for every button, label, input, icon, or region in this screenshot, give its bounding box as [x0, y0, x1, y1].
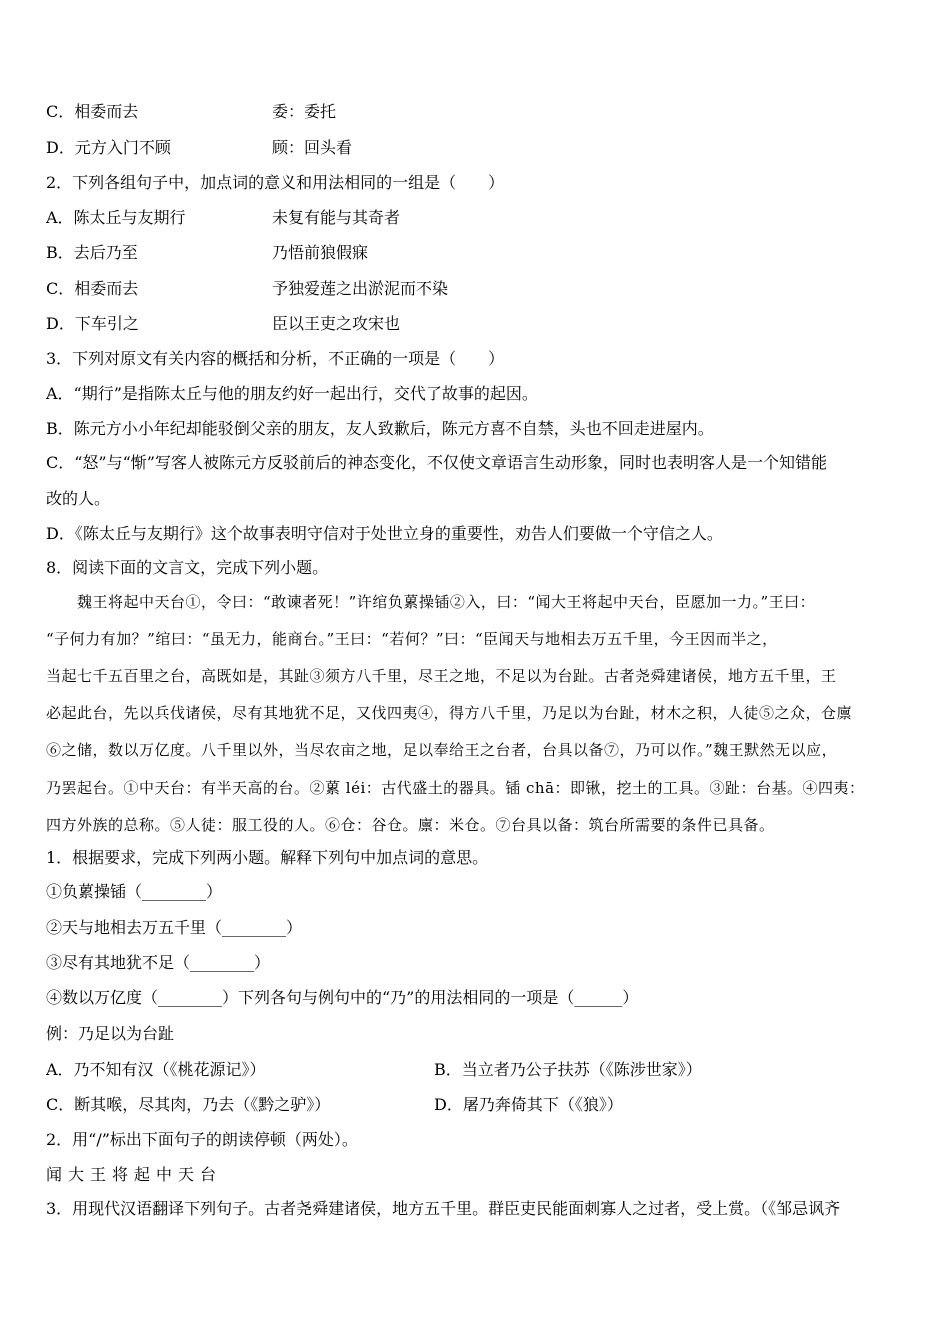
sub-question: ③尽有其地犹不足（________） [46, 953, 271, 972]
answer-option: C．“怒”与“惭”写客人被陈元方反驳前后的神态变化，不仅使文章语言生动形象，同时也表明客人是一个知错能 [46, 453, 827, 472]
option-text: D．屠乃奔倚其下（《狼》） [434, 1095, 623, 1114]
reading-sentence: 闻大王将起中天台 [46, 1165, 223, 1184]
option-line [46, 1060, 904, 1080]
option-explanation: 顾：回头看 [272, 138, 353, 157]
passage-line: 当起七千五百里之台，高既如是，其趾③须方八千里，尽王之地，不足以为台趾。古者尧舜建诸侯，地方五千里，王 [46, 667, 837, 685]
answer-option: A．“期行”是指陈太丘与他的朋友约好一起出行，交代了故事的起因。 [46, 384, 538, 403]
option-compare: 未复有能与其奇者 [272, 208, 401, 227]
question-line: 3．下列对原文有关内容的概括和分析，不正确的一项是（ ） [46, 349, 505, 368]
option-line [46, 314, 904, 334]
passage-line: 四方外族的总称。⑤人徒：服工役的人。⑥仓：谷仓。廪：米仓。⑦台具以备：筑台所需要的条件已具备。 [46, 816, 775, 834]
option-compare: 乃悟前狼假寐 [272, 243, 369, 262]
option-text: A．乃不知有汉（《桃花源记》） [46, 1060, 266, 1079]
option-text: D．下车引之 [46, 314, 139, 333]
passage-line: 乃罢起台。①中天台：有半天高的台。②蔂 léi：古代盛土的器具。锸 chā：即锹，挖土的工具。③趾：台基。④四夷： [46, 779, 865, 797]
answer-option-continued: 改的人。 [46, 489, 111, 508]
option-line [46, 208, 904, 228]
option-text: D．元方入门不顾 [46, 138, 171, 157]
passage-line: “子何力有加？”绾曰：“虽无力，能商台。”王曰：“若何？”曰：“臣闻天与地相去万五千里，今王因而半之， [46, 630, 778, 648]
option-text: C．相委而去 [46, 279, 139, 298]
example-line: 例：乃足以为台趾 [46, 1024, 175, 1043]
question-line: 1．根据要求，完成下列两小题。解释下列句中加点词的意思。 [46, 848, 489, 867]
sub-question: ④数以万亿度（________）下列各句与例句中的“乃”的用法相同的一项是（______） [46, 988, 639, 1007]
option-text: B．去后乃至 [46, 243, 138, 262]
option-line [46, 138, 904, 158]
passage-line: 魏王将起中天台①，令曰：“敢谏者死！”许绾负蔂操锸②入，曰：“闻大王将起中天台，臣愿加一力。”王曰： [46, 593, 816, 611]
option-text: C．断其喉，尽其肉，乃去（《黔之驴》） [46, 1095, 331, 1114]
question-line: 3．用现代汉语翻译下列句子。古者尧舜建诸侯，地方五千里。群臣吏民能面刺寡人之过者，受上赏。（《邹忌讽齐 [46, 1199, 841, 1218]
question-line: 2．用“/”标出下面句子的朗读停顿（两处）。 [46, 1130, 358, 1149]
option-text: A．陈太丘与友期行 [46, 208, 186, 227]
passage-line: ⑥之储，数以万亿度。八千里以外，当尽农亩之地，足以奉给王之台者，台具以备⑦，乃可以作。”魏王默然无以应， [46, 741, 838, 759]
option-text: B．当立者乃公子扶苏（《陈涉世家》） [434, 1060, 702, 1079]
answer-option: B．陈元方小小年纪却能驳倒父亲的朋友，友人致歉后，陈元方喜不自禁，头也不回走进屋内。 [46, 419, 714, 438]
passage-line: 必起此台，先以兵伐诸侯，尽有其地犹不足，又伐四夷④，得方八千里，乃足以为台趾，材木之积，人徒⑤之众，仓廪 [46, 704, 853, 722]
option-explanation: 委：委托 [272, 102, 337, 121]
option-line [46, 279, 904, 299]
option-compare: 臣以王吏之攻宋也 [272, 314, 401, 333]
answer-option: D．《陈太丘与友期行》这个故事表明守信对于处世立身的重要性，劝告人们要做一个守信之人。 [46, 524, 723, 543]
option-line [46, 243, 904, 263]
option-compare: 予独爱莲之出淤泥而不染 [272, 279, 449, 298]
question-line: 8．阅读下面的文言文，完成下列小题。 [46, 558, 329, 577]
option-line [46, 1095, 904, 1115]
option-text: C．相委而去 [46, 102, 139, 121]
question-line: 2．下列各组句子中，加点词的意义和用法相同的一组是（ ） [46, 173, 505, 192]
sub-question: ②天与地相去万五千里（________） [46, 918, 303, 937]
sub-question: ①负蔂操锸（________） [46, 882, 223, 901]
option-line [46, 102, 904, 122]
